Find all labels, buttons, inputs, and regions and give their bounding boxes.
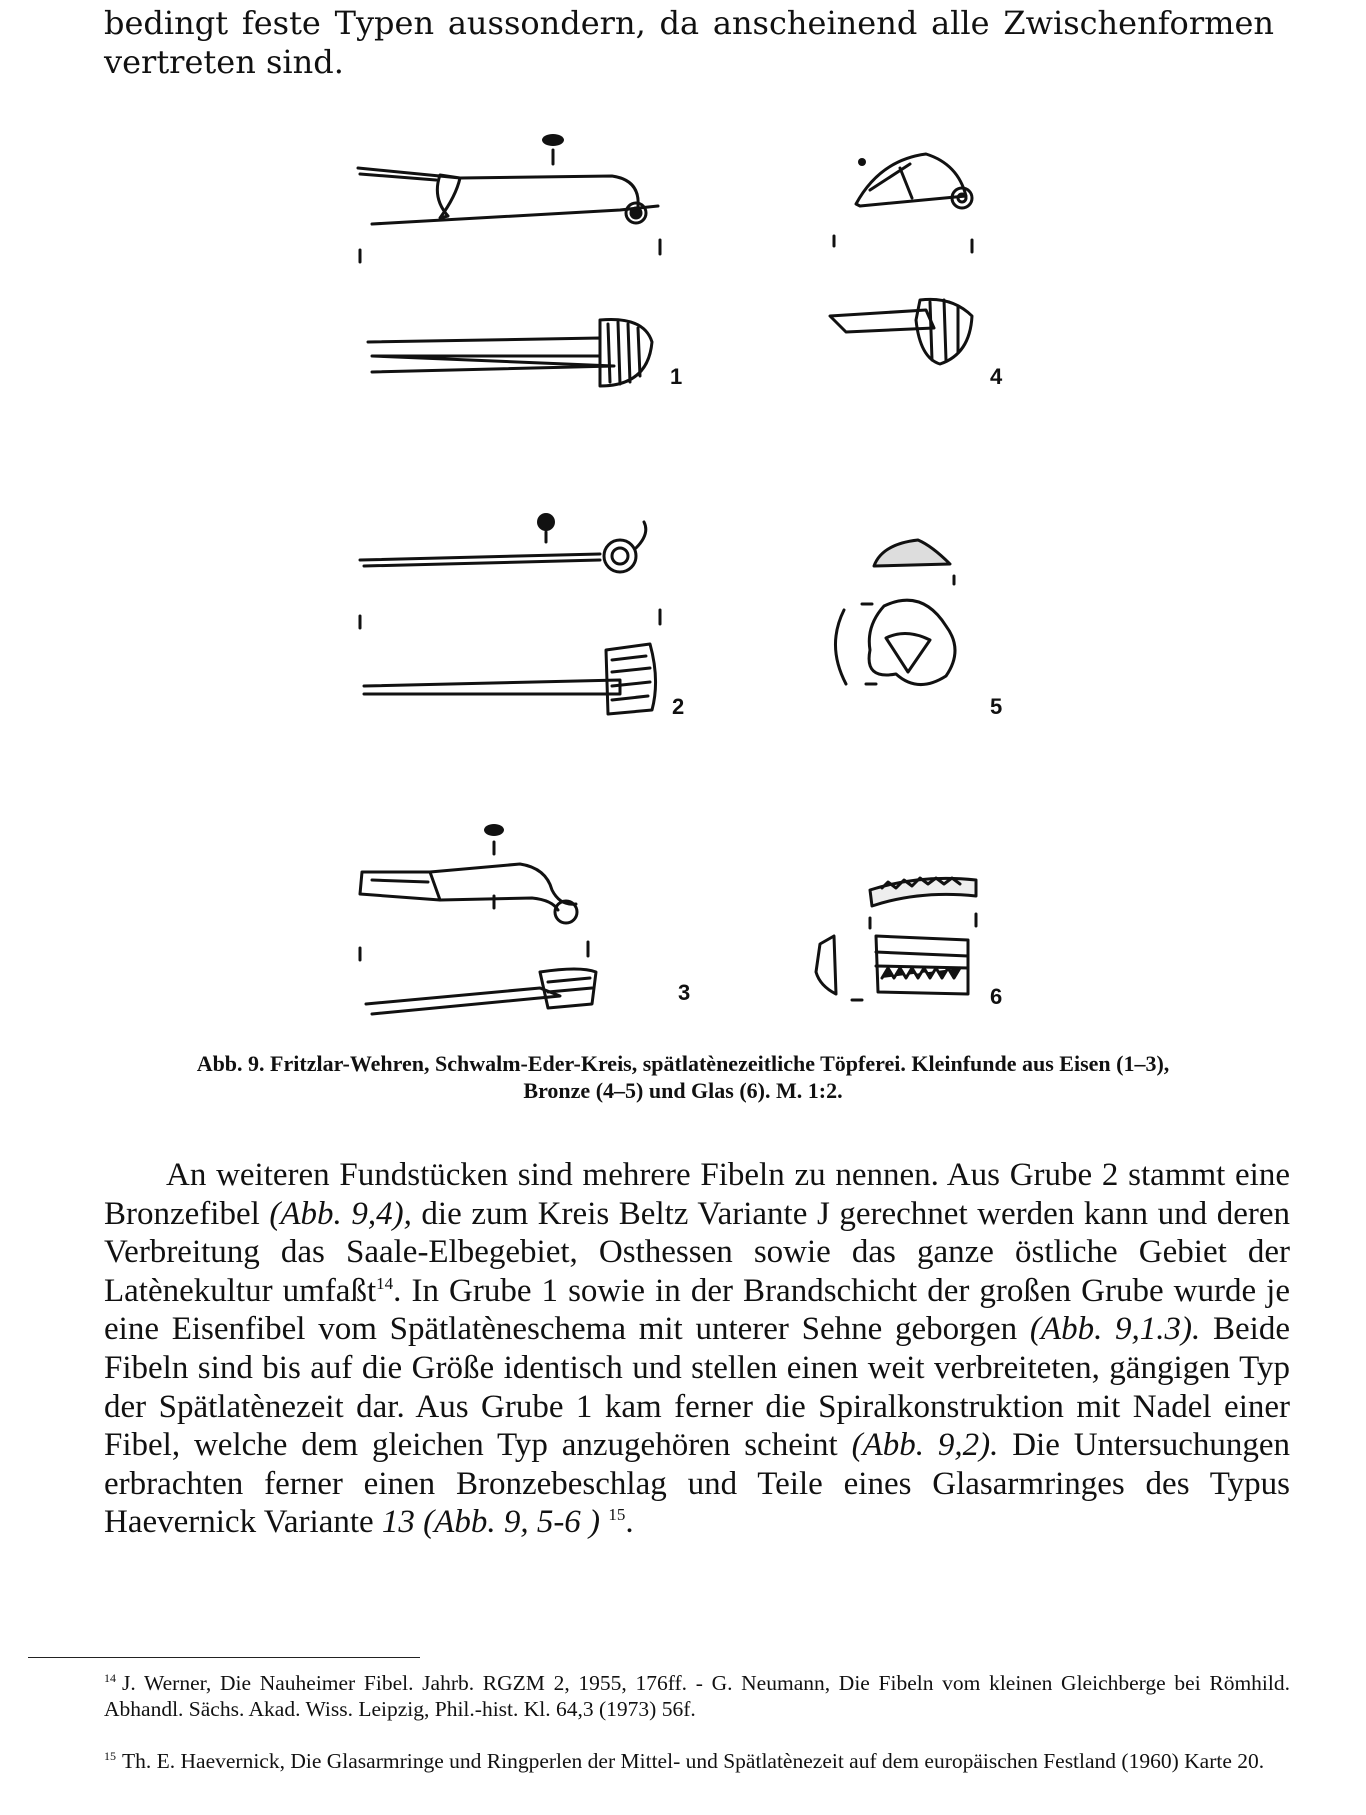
body-text-2: die zum Kreis Beltz Variante J gerechnet werden kann und deren Verbreitung das Saale-Elbegebiet, Osthessen sowie das ganze östliche Gebiet der Latènekultur umfaßt [104, 1195, 1290, 1309]
object-6-top-view [870, 878, 976, 906]
caption-line-1: Abb. 9. Fritzlar-Wehren, Schwalm-Eder-Kreis, spätlatènezeitliche Töpferei. Kleinfunde aus Eisen (1–3), [196, 1051, 1170, 1076]
footnote-text-14: J. Werner, Die Nauheimer Fibel. Jahrb. RGZM 2, 1955, 176ff. - G. Neumann, Die Fibeln vom kleinen Gleichberge bei Römhild. Abhandl. Sächs. Akad. Wiss. Leipzig, Phil.-hist. Kl. 64,3 (1973) 56f. [104, 1671, 1290, 1721]
body-text-3: . In Grube 1 sowie in der Brandschicht der großen Grube wurde je eine Eisenfibel vom Spätlatèneschema mit unterer Sehne geborgen [104, 1272, 1290, 1348]
object-5-front-view [835, 600, 955, 684]
figure-number-1: 1 [670, 364, 683, 389]
fibula-4-top-view [830, 299, 972, 364]
fibula-3-side-view [360, 824, 577, 923]
body-paragraph [104, 1156, 1290, 1542]
fibula-2-top-view [364, 644, 656, 714]
reference-abb-9-2: (Abb. 9,2). [851, 1427, 999, 1464]
figure-number-2: 2 [672, 694, 685, 719]
footnote-divider [28, 1657, 420, 1658]
object-6-front-view [816, 936, 968, 1000]
fibula-4-side-view [856, 154, 972, 208]
object-5-top-view [874, 540, 950, 566]
figure-number-4: 4 [990, 364, 1003, 389]
footnote-ref-15: 15 [608, 1505, 626, 1525]
figure-number-5: 5 [990, 694, 1003, 719]
footnote-text-15: Th. E. Haevernick, Die Glasarmringe und Ringperlen der Mittel- und Spätlatènezeit auf dem europäischen Festland (1960) Karte 20. [122, 1749, 1265, 1773]
footnote-mark-15: 15 [104, 1748, 116, 1763]
fibula-1-top-view [368, 319, 652, 386]
top-paragraph: bedingt feste Typen aussondern, da anscheinend alle Zwischenformen vertreten sind. [104, 4, 1274, 81]
fibula-2-side-view [360, 513, 646, 572]
figure-abb-9 [0, 120, 1366, 1020]
reference-abb-9-4: (Abb. 9,4), [269, 1195, 412, 1232]
footnote-14 [104, 1670, 1290, 1722]
footnote-mark-14: 14 [104, 1670, 116, 1685]
figure-number-3: 3 [678, 980, 691, 1005]
fibula-1-side-view [358, 134, 658, 224]
figure-number-6: 6 [990, 984, 1003, 1009]
reference-abb-9-5-6: 13 (Abb. 9, 5-6 ) [381, 1504, 601, 1541]
reference-abb-9-1-3: (Abb. 9,1.3). [1029, 1311, 1201, 1348]
body-text-1: An weiteren Fundstücken sind mehrere Fibeln zu nennen. Aus Grube 2 stammt eine Bronzefibel [104, 1157, 1290, 1232]
body-text-5: Die Untersuchungen erbrachten ferner einen Bronzebeschlag und Teile eines Glasarmringes des Typus Haevernick Variante [104, 1427, 1290, 1541]
artifact-drawings [0, 120, 1366, 1020]
figure-caption [130, 1050, 1236, 1104]
caption-line-2: Bronze (4–5) und Glas (6). M. 1:2. [523, 1078, 843, 1103]
fibula-3-top-view [366, 969, 596, 1014]
body-text-end: . [625, 1504, 634, 1541]
footnote-15 [104, 1748, 1290, 1774]
footnote-ref-14: 14 [376, 1273, 394, 1293]
body-text-4: Beide Fibeln sind bis auf die Größe identisch und stellen einen weit verbreiteten, gängigen Typ der Spätlatènezeit dar. Aus Grube 1 kam ferner die Spiralkonstruktion mit Nadel einer Fibel, welche dem gleichen Typ anzugehören scheint [104, 1311, 1290, 1464]
